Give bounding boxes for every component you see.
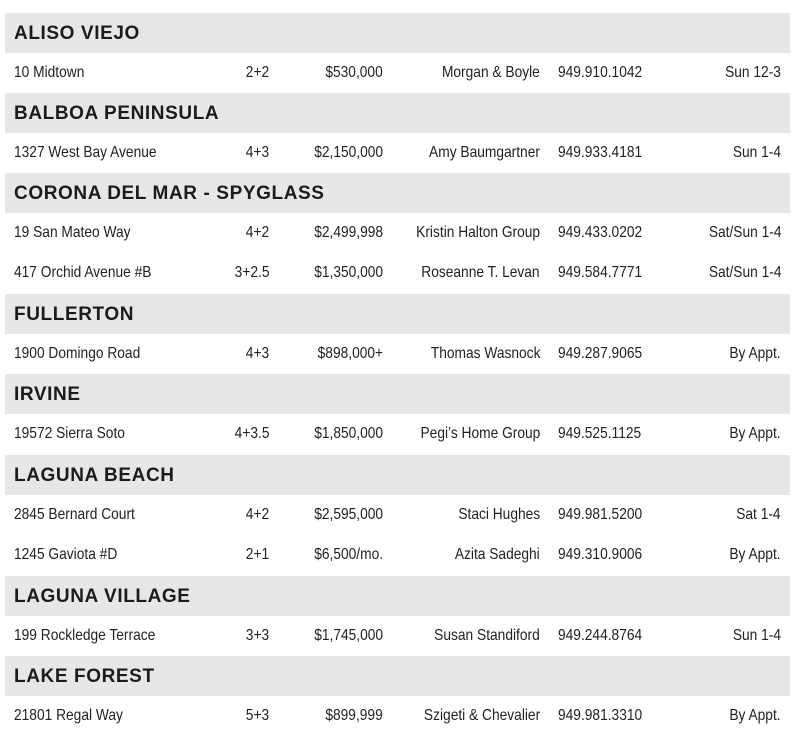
listing-price: $530,000 (325, 64, 383, 81)
listing-address: 19572 Sierra Soto (14, 425, 125, 442)
listing-open-house: Sat/Sun 1-4 (708, 224, 781, 241)
listing-row (5, 495, 790, 535)
section-header-irvine (5, 374, 790, 414)
listing-beds-baths: 4+2 (245, 506, 269, 523)
listing-open-house: Sun 1-4 (732, 144, 781, 161)
listing-open-house: By Appt. (729, 425, 781, 442)
section-header-corona-del-mar-spyglass (5, 173, 790, 213)
listing-price: $1,850,000 (314, 425, 383, 442)
listing-phone: 949.310.9006 (558, 546, 643, 563)
listing-agent: Pegi’s Home Group (420, 425, 540, 442)
listing-phone: 949.287.9065 (558, 345, 643, 362)
listing-beds-baths: 4+3.5 (234, 425, 269, 442)
listing-open-house: By Appt. (729, 707, 781, 724)
listing-address: 417 Orchid Avenue #B (14, 264, 152, 281)
listing-open-house: Sat 1-4 (736, 506, 781, 523)
listing-price: $898,000+ (317, 345, 383, 362)
listing-phone: 949.933.4181 (558, 144, 643, 161)
listing-row (5, 334, 790, 374)
listing-beds-baths: 4+2 (245, 224, 269, 241)
listing-address: 199 Rockledge Terrace (14, 627, 156, 644)
listing-beds-baths: 5+3 (245, 707, 269, 724)
listing-row (5, 253, 790, 293)
section-title: LAGUNA VILLAGE (14, 586, 191, 607)
section-title: CORONA DEL MAR - SPYGLASS (14, 183, 325, 204)
listing-row (5, 696, 790, 736)
listing-phone: 949.584.7771 (558, 264, 643, 281)
listing-row (5, 133, 790, 173)
listing-phone: 949.981.5200 (558, 506, 643, 523)
listing-open-house: Sun 12-3 (725, 64, 781, 81)
listing-open-house: Sat/Sun 1-4 (708, 264, 781, 281)
listing-agent: Kristin Halton Group (416, 224, 540, 241)
listing-agent: Azita Sadeghi (455, 546, 540, 563)
listing-beds-baths: 2+2 (245, 64, 269, 81)
listing-phone: 949.244.8764 (558, 627, 643, 644)
listing-beds-baths: 3+2.5 (234, 264, 269, 281)
listing-row (5, 535, 790, 575)
listing-address: 2845 Bernard Court (14, 506, 135, 523)
listing-agent: Susan Standiford (434, 627, 540, 644)
listing-beds-baths: 3+3 (245, 627, 269, 644)
listing-price: $2,595,000 (314, 506, 383, 523)
listing-address: 10 Midtown (14, 64, 85, 81)
listing-agent: Thomas Wasnock (430, 345, 540, 362)
listing-beds-baths: 2+1 (245, 546, 269, 563)
listing-price: $1,745,000 (314, 627, 383, 644)
section-title: BALBOA PENINSULA (14, 103, 220, 124)
listing-phone: 949.981.3310 (558, 707, 643, 724)
listing-row (5, 53, 790, 93)
listing-price: $1,350,000 (314, 264, 383, 281)
listing-open-house: Sun 1-4 (732, 627, 781, 644)
listing-agent: Szigeti & Chevalier (423, 707, 540, 724)
listing-price: $2,150,000 (314, 144, 383, 161)
section-header-laguna-beach (5, 455, 790, 495)
section-title: LAGUNA BEACH (14, 465, 175, 486)
listing-row (5, 616, 790, 656)
listing-beds-baths: 4+3 (245, 345, 269, 362)
listing-agent: Staci Hughes (458, 506, 540, 523)
section-header-aliso-viejo (5, 13, 790, 53)
section-header-lake-forest (5, 656, 790, 696)
listing-phone: 949.433.0202 (558, 224, 643, 241)
section-header-fullerton (5, 294, 790, 334)
section-title: LAKE FOREST (14, 666, 155, 687)
listing-address: 19 San Mateo Way (14, 224, 131, 241)
section-header-laguna-village (5, 576, 790, 616)
section-title: FULLERTON (14, 304, 135, 325)
section-title: IRVINE (14, 384, 81, 405)
listing-open-house: By Appt. (729, 546, 781, 563)
listing-phone: 949.525.1125 (558, 425, 642, 442)
section-header-balboa-peninsula (5, 93, 790, 133)
listing-address: 1900 Domingo Road (14, 345, 141, 362)
listing-beds-baths: 4+3 (245, 144, 269, 161)
listing-address: 1245 Gaviota #D (14, 546, 118, 563)
listing-agent: Roseanne T. Levan (421, 264, 540, 281)
listing-agent: Morgan & Boyle (442, 64, 540, 81)
listing-price: $2,499,998 (314, 224, 383, 241)
listing-phone: 949.910.1042 (558, 64, 643, 81)
listing-price: $6,500/mo. (314, 546, 383, 563)
listing-agent: Amy Baumgartner (429, 144, 540, 161)
listing-address: 1327 West Bay Avenue (14, 144, 157, 161)
listing-row (5, 213, 790, 253)
listing-price: $899,999 (325, 707, 383, 724)
listing-row (5, 414, 790, 454)
listing-address: 21801 Regal Way (14, 707, 123, 724)
listing-open-house: By Appt. (729, 345, 781, 362)
section-title: ALISO VIEJO (14, 23, 140, 44)
